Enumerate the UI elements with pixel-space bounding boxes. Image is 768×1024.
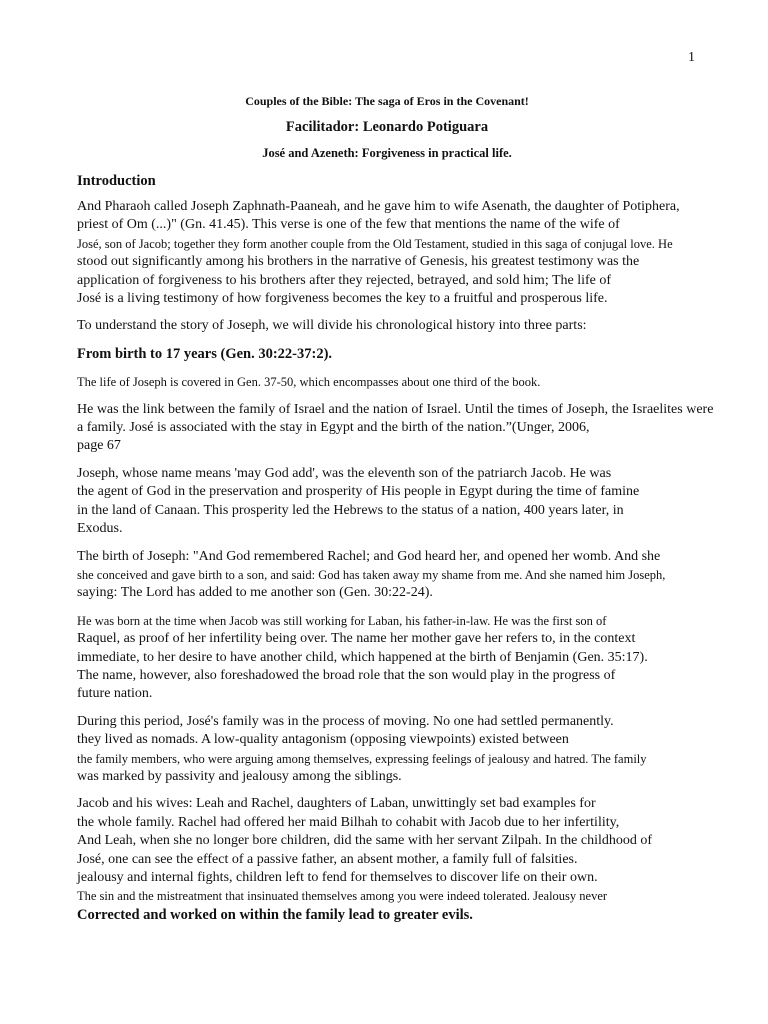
paragraph-family-moving [77,713,768,787]
text-line: the family members, who were arguing among themselves, expressing feelings of jealousy and hatred. The family [77,751,647,766]
text-line: she conceived and gave birth to a son, and said: God has taken away my shame from me. And she named him Joseph, [77,567,666,582]
text-line: José is a living testimony of how forgiveness becomes the key to a fruitful and prosperous life. [77,291,608,307]
facilitator-line: Facilitador: Leonardo Potiguara [285,119,489,135]
text-line: José, son of Jacob; together they form another couple from the Old Testament, studied in this saga of conjugal love. He [77,236,673,251]
section-heading: From birth to 17 years (Gen. 30:22-37:2). [77,345,333,362]
text-line: And Pharaoh called Joseph Zaphnath-Paaneah, and he gave him to wife Asenath, the daughter of Potiphera, [77,199,680,214]
paragraph-intro [77,198,768,308]
section-heading-birth-to-17 [77,345,768,363]
text-line: The life of Joseph is covered in Gen. 37-50, which encompasses about one third of the book. [77,375,541,390]
text-line: He was born at the time when Jacob was still working for Laban, his father-in-law. He was the first son of [77,613,607,628]
text-line: was marked by passivity and jealousy among the siblings. [77,768,402,784]
text-line: application of forgiveness to his brothers after they rejected, betrayed, and sold him; The life of [77,272,612,288]
paragraph-three-parts [77,317,768,335]
document-body [77,94,768,933]
text-line: the whole family. Rachel had offered her maid Bilhah to cohabit with Jacob due to her infertility, [77,814,620,830]
text-line: And Leah, when she no longer bore children, did the same with her servant Zilpah. In the childhood of [77,833,653,849]
document-subtitle: José and Azeneth: Forgiveness in practical life. [262,146,512,160]
paragraph-birth-of-joseph [77,548,768,603]
text-line: The name, however, also foreshadowed the broad role that the son would play in the progress of [77,667,616,683]
page-number: 1 [688,50,695,65]
text-line: stood out significantly among his brothers in the narrative of Genesis, his greatest testimony was the [77,254,640,270]
paragraph-name-meaning [77,465,768,539]
text-line: The sin and the mistreatment that insinuated themselves among you were indeed tolerated. Jealousy never [77,889,608,904]
text-line: future nation. [77,686,153,702]
text-line: Corrected and worked on within the family lead to greater evils. [77,906,473,923]
text-line: To understand the story of Joseph, we will divide his chronological history into three parts: [77,318,587,334]
paragraph-jacob-wives [77,795,768,924]
series-title: Couples of the Bible: The saga of Eros in the Covenant! [245,94,529,108]
text-line: The birth of Joseph: "And God remembered Rachel; and God heard her, and opened her womb. And she [77,548,661,564]
text-line: Joseph, whose name means 'may God add', was the eleventh son of the patriarch Jacob. He was [77,465,612,481]
text-line: José, one can see the effect of a passive father, an absent mother, a family full of falsities. [77,851,578,867]
text-line: the agent of God in the preservation and prosperity of His people in Egypt during the time of famine [77,484,640,500]
text-line: He was the link between the family of Israel and the nation of Israel. Until the times of Joseph, the Israelites were [77,401,714,417]
text-line: jealousy and internal fights, children left to fend for themselves to discover life on their own. [77,870,598,885]
text-line: priest of Om (...)" (Gn. 41.45). This verse is one of the few that mentions the name of the wife of [77,217,620,233]
text-line: immediate, to her desire to have another child, which happened at the birth of Benjamin (Gen. 35:17). [77,649,648,665]
text-line: Jacob and his wives: Leah and Rachel, daughters of Laban, unwittingly set bad examples for [77,796,596,812]
text-line: they lived as nomads. A low-quality antagonism (opposing viewpoints) existed between [77,732,569,748]
paragraph-life-of-joseph [77,373,768,391]
text-line: During this period, José's family was in the process of moving. No one had settled permanently. [77,713,614,729]
text-line: Exodus. [77,521,123,537]
text-line: saying: The Lord has added to me another son (Gen. 30:22-24). [77,585,433,601]
text-line: page 67 [77,438,121,454]
text-line: a family. José is associated with the stay in Egypt and the birth of the nation.”(Unger, 2006, [77,420,590,436]
paragraph-link-israel [77,401,768,456]
introduction-heading: Introduction [77,173,156,189]
text-line: in the land of Canaan. This prosperity led the Hebrews to the status of a nation, 400 years later, in [77,502,624,518]
text-line: Raquel, as proof of her infertility being over. The name her mother gave her refers to, in the context [77,631,636,647]
paragraph-born-laban [77,612,768,704]
